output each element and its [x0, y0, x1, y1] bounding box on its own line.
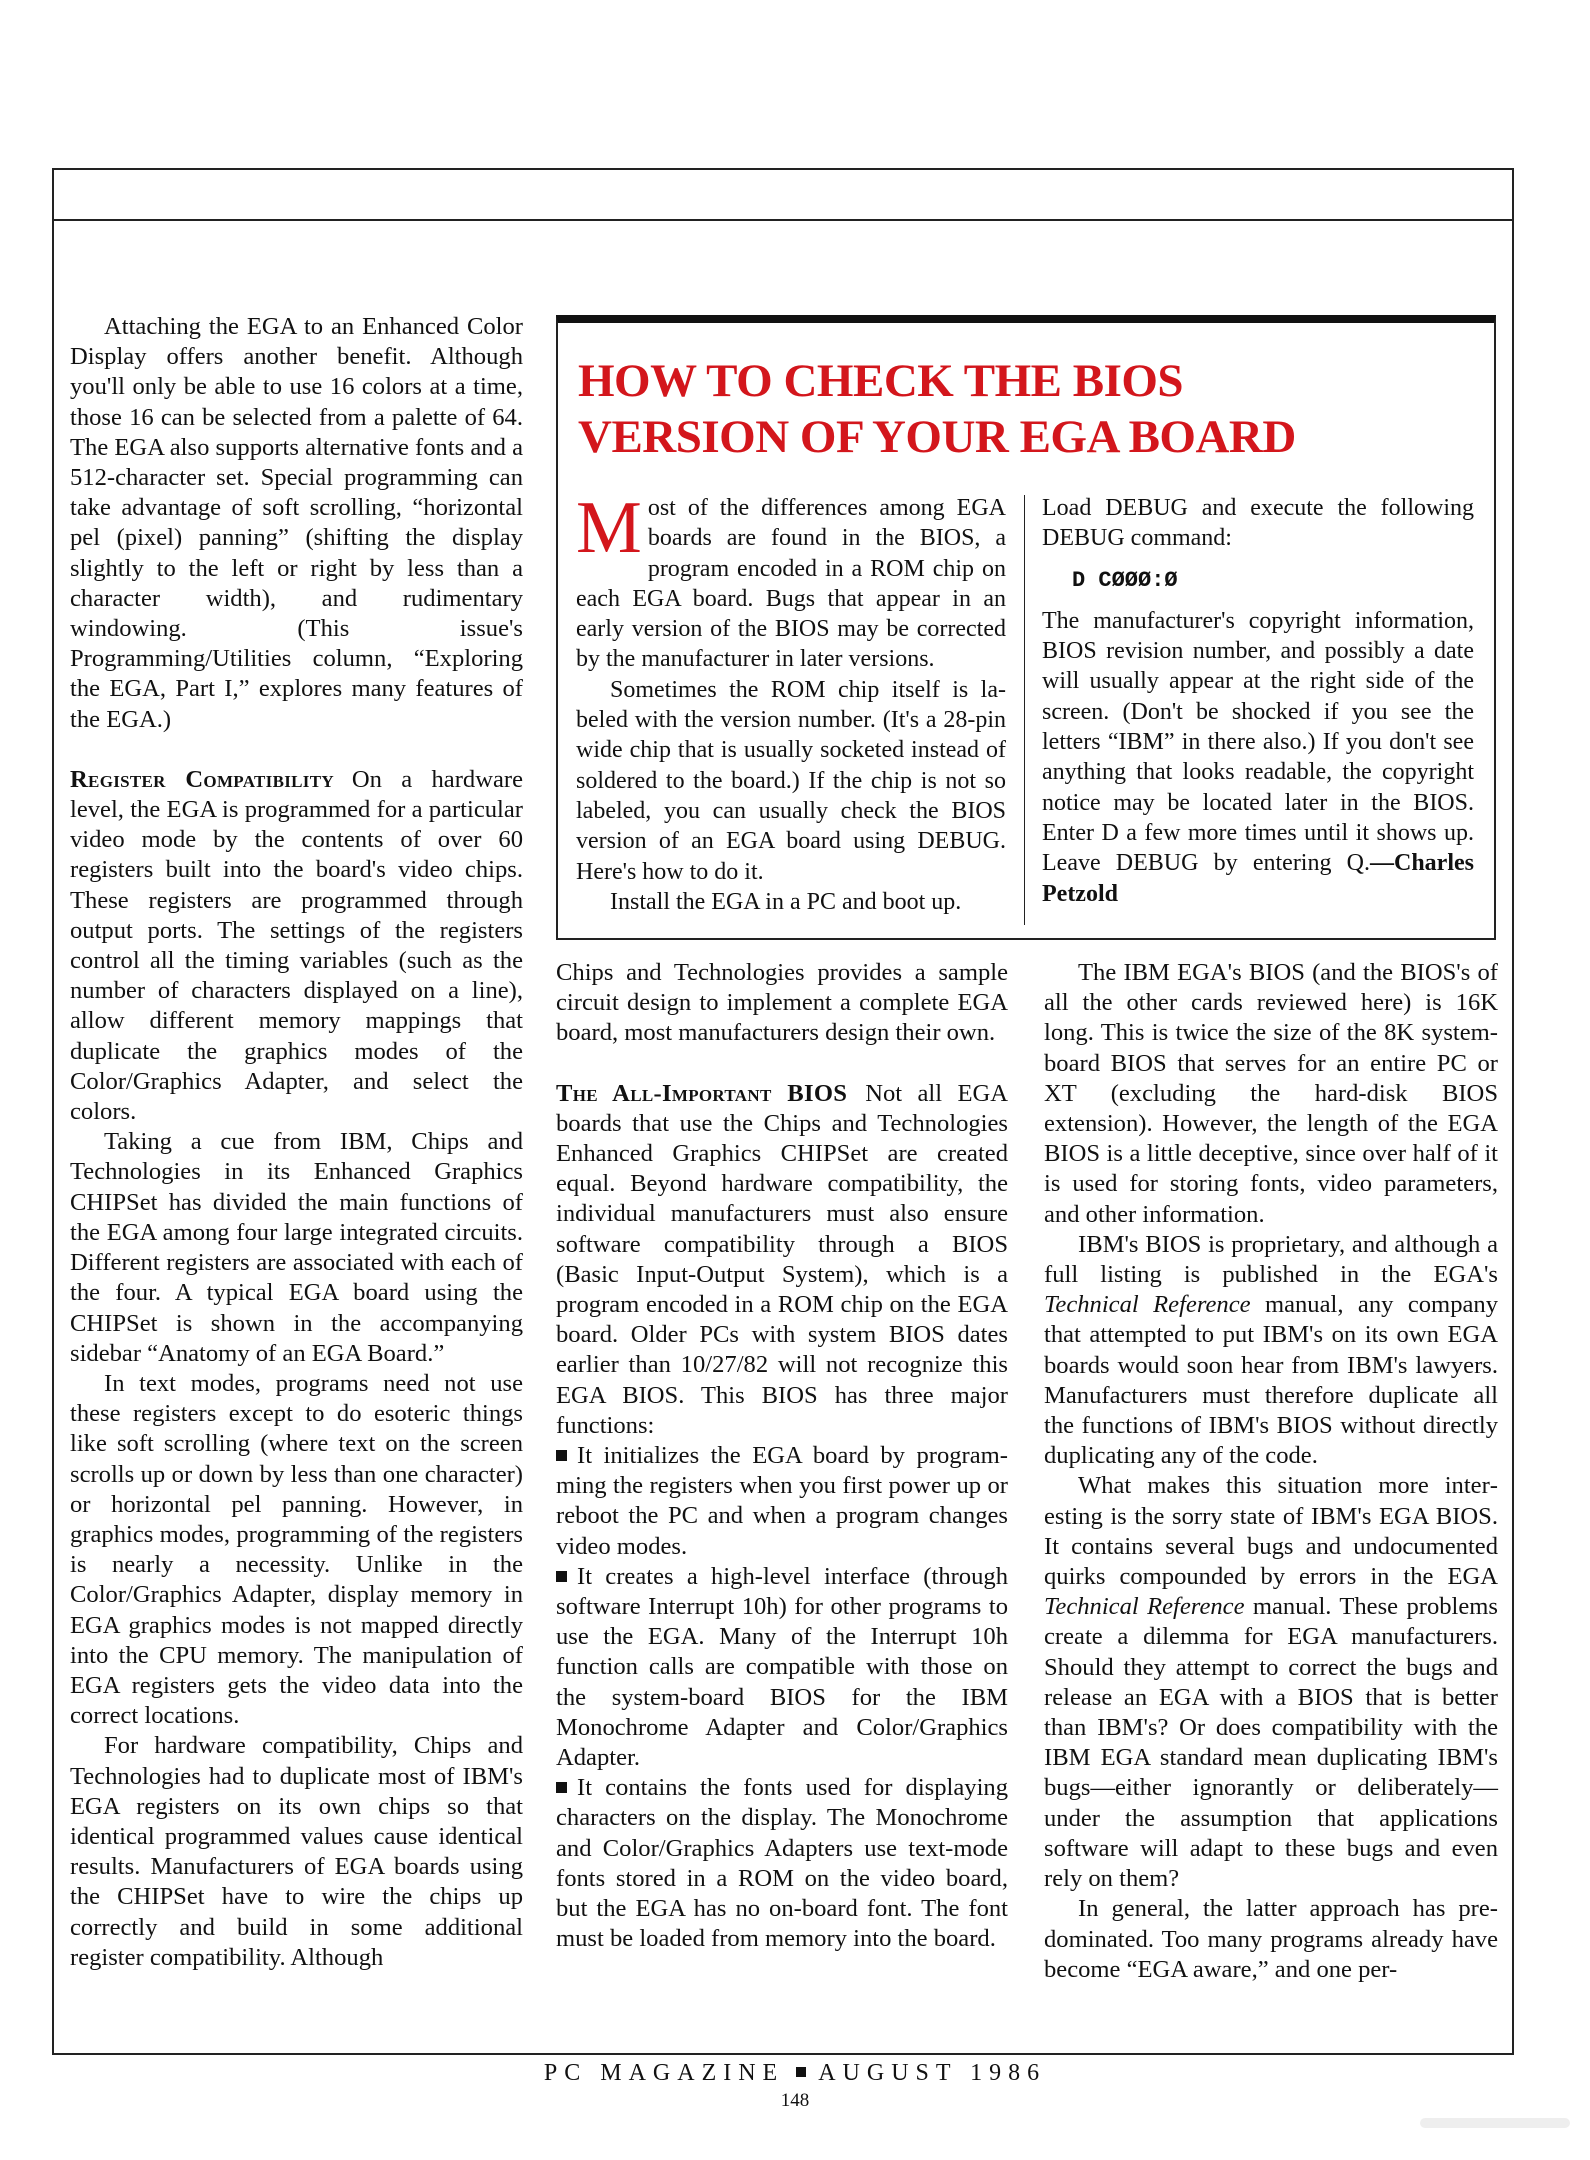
technical-reference-title: Technical Reference: [1044, 1291, 1251, 1319]
right-paragraph-3-a: What makes this situation more interesting is the sorry state of IBM's EGA BIOS. It contains several bugs and undocumented quirks compounded by errors in the EGA: [1044, 1472, 1498, 1591]
list-item: [556, 1773, 1008, 1954]
middle-paragraph-1: Chips and Technologies provides a sample circuit design to implement a complete EGA board, most manufacturers design their own.: [556, 959, 1008, 1047]
sidebar-paragraph-5-text: The manufacturer's copyright information, BIOS revision number, and possibly a date will usually appear at the right side of the screen. (Don't be shocked if you see the letters “IBM” in there also.) If you don't see anything that looks readable, the copyright notice may be located later in the BIOS. Enter D a few more times until it shows up. Leave DEBUG by entering Q.: [1042, 607, 1474, 877]
middle-column: [556, 958, 1008, 1955]
drop-cap: M: [576, 487, 642, 569]
heading-all-important-bios: The All-Important BIOS: [556, 1079, 848, 1107]
sidebar-right-column: [1042, 493, 1474, 909]
sidebar-paragraph-5: [1042, 606, 1474, 909]
sidebar-box: [556, 315, 1496, 940]
top-rule: [52, 219, 1514, 221]
sidebar-paragraph-2: Sometimes the ROM chip itself is labeled with the version number. (It's a 28-pin wide chip that is usually socketed instead of soldered to the board.) If the chip is not so labeled, you can usually check the BIOS version of an EGA board using DEBUG. Here's how to do it.: [576, 676, 1006, 885]
bullet-icon: [556, 1571, 567, 1582]
sidebar-column-divider: [1024, 495, 1025, 925]
bios-functions-list: [556, 1441, 1008, 1954]
list-item-text: It initializes the EGA board by programming the registers when you first power up or reboot the PC and when a program changes video modes.: [556, 1442, 1008, 1560]
list-item: [556, 1441, 1008, 1562]
left-paragraph-5: For hardware compatibility, Chips and Technologies had to duplicate most of IBM's EGA registers on its own chips so that identical programmed values cause identical results. Manufacturers of EGA boards using the CHIPSet have to wire the chips up correctly and build in some additional register compatibility. Although: [70, 1732, 523, 1971]
left-paragraph-4: In text modes, programs need not use these registers except to do esoteric things like soft scrolling (where text on the screen scrolls up or down by less than one character) or horizontal pel panning. However, in graphics modes, programming of the registers is nearly a necessity. Unlike in the Color/Graphics Adapter, display memory in EGA graphics modes is not mapped directly into the CPU memory. The manipulation of EGA registers gets the video data into the correct locations.: [70, 1369, 523, 1730]
middle-paragraph-2: [556, 1079, 1008, 1441]
left-column: [70, 312, 523, 1973]
right-paragraph-3-b: manual. These problems create a dilemma for EGA manufacturers. Should they attempt to correct the bugs and release an EGA with a BIOS that is better than IBM's? Or does compatibility with the IBM EGA standard mean duplicating IBM's bugs—either ignorantly or deliberately—under the assumption that applications software will adapt to these bugs and even rely on them?: [1044, 1593, 1498, 1893]
issue-date: AUGUST 1986: [818, 2060, 1047, 2086]
right-paragraph-3: [1044, 1471, 1498, 1894]
magazine-name: PC MAGAZINE: [543, 2060, 785, 2086]
right-paragraph-1: The IBM EGA's BIOS (and the BIOS's of all the other cards reviewed here) is 16K long. This is twice the size of the 8K system-board BIOS that serves for an entire PC or XT (excluding the hard-disk BIOS extension). However, the length of the EGA BIOS is a little deceptive, since over half of it is used for storing fonts, video parameters, and other information.: [1044, 959, 1498, 1228]
page-number: 148: [780, 2090, 810, 2111]
debug-command: D CØØØ:Ø: [1072, 567, 1178, 593]
separator-square-icon: [796, 2067, 806, 2077]
scan-smudge: [1420, 2118, 1570, 2128]
technical-reference-title: Technical Reference: [1044, 1593, 1245, 1621]
right-column: [1044, 958, 1498, 1985]
left-paragraph-2-text: On a hardware level, the EGA is programmed for a particular video mode by the contents of over 60 registers built into the board's video chips. These registers are programmed through output ports. The settings of the registers control all the timing variables (such as the number of characters displayed on a line), allow different memory mappings that duplicate the graphics modes of the Color/Graphics Adapter, and select the colors.: [70, 765, 523, 1126]
sidebar-left-column: [576, 487, 1006, 917]
footer: [0, 2060, 1590, 2087]
sidebar-title-line-2: VERSION OF YOUR EGA BOARD: [578, 411, 1296, 463]
right-paragraph-4: In general, the latter approach has predominated. Too many programs already have become “EGA aware,” and one per-: [1044, 1895, 1498, 1983]
middle-paragraph-2-text: Not all EGA boards that use the Chips and Technologies Enhanced Graphics CHIPSet are created equal. Beyond hardware compatibility, the individual manufacturers must also ensure software compatibility through a BIOS (Basic Input-Output System), which is a program encoded in a ROM chip on the EGA board. Older PCs with system BIOS dates earlier than 10/27/82 will not recognize this EGA BIOS. This BIOS has three major functions:: [556, 1079, 1008, 1439]
right-paragraph-2: [1044, 1230, 1498, 1472]
list-item: [556, 1562, 1008, 1773]
sidebar-title-line-1: HOW TO CHECK THE BIOS: [578, 355, 1184, 407]
left-paragraph-1: Attaching the EGA to an Enhanced Color Display offers another benefit. Although you'll only be able to use 16 colors at a time, those 16 can be selected from a palette of 64. The EGA also supports alternative fonts and a 512-character set. Special programming can take advantage of soft scrolling, “horizontal pel (pixel) panning” (shifting the display slightly to the left or right by less than a character width), and rudimentary windowing. (This issue's Programming/Utilities column, “Exploring the EGA, Part I,” explores many features of the EGA.): [70, 313, 523, 733]
list-item-text: It creates a high-level interface (through software Interrupt 10h) for other programs to use the EGA. Many of the Interrupt 10h function calls are compatible with those on the system-board BIOS for the IBM Monochrome Adapter and Color/Graphics Adapter.: [556, 1562, 1008, 1772]
sidebar-paragraph-1: [576, 487, 1006, 675]
sidebar-title: [578, 353, 1468, 465]
left-paragraph-3: Taking a cue from IBM, Chips and Technologies in its Enhanced Graphics CHIPSet has divided the main functions of the EGA among four large integrated circuits. Different registers are associated with each of the four. A typical EGA board using the CHIPSet is shown in the accompanying sidebar “Anatomy of an EGA Board.”: [70, 1128, 523, 1367]
list-item-text: It contains the fonts used for displaying characters on the display. The Monochrome and Color/Graphics Adapters use text-mode fonts stored in a ROM on the video board, but the EGA has no on-board font. The font must be loaded from memory into the board.: [556, 1774, 1008, 1953]
right-paragraph-2-b: manual, any company that attempted to put IBM's on its own EGA boards would soon hear from IBM's lawyers. Manufacturers must therefore duplicate all the functions of IBM's BIOS without directly duplicating any of the code.: [1044, 1291, 1498, 1470]
sidebar-paragraph-3: Install the EGA in a PC and boot up.: [610, 888, 962, 915]
heading-register-compatibility: Register Compatibility: [70, 765, 334, 793]
sidebar-paragraph-4: Load DEBUG and execute the following DEBUG command:: [1042, 495, 1474, 552]
byline: —Charles Petzold: [1042, 850, 1474, 907]
sidebar-paragraph-1-text: ost of the differences among EGA boards are found in the BIOS, a program encoded in a ROM chip on each EGA board. Bugs that appear in an early version of the BIOS may be corrected by the manufacturer in later versions.: [576, 495, 1006, 673]
right-paragraph-2-a: IBM's BIOS is proprietary, and although a full listing is published in the EGA's: [1044, 1230, 1498, 1289]
bullet-icon: [556, 1450, 567, 1461]
left-paragraph-2: [70, 765, 523, 1127]
bullet-icon: [556, 1782, 567, 1793]
